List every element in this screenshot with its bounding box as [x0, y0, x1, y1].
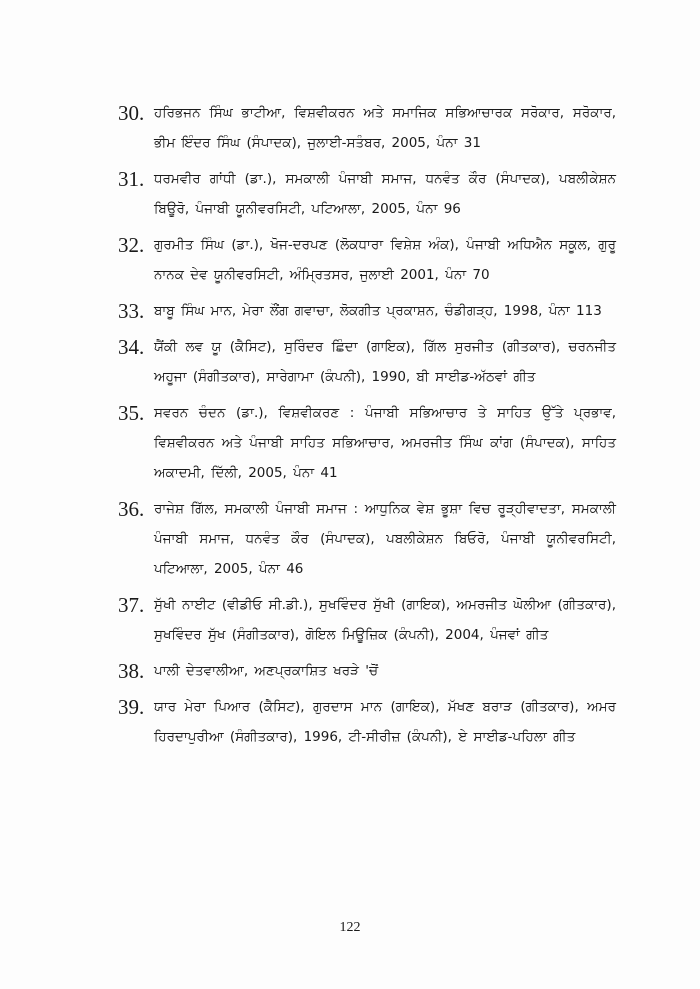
reference-item-32: [118, 230, 616, 290]
reference-text: ਰਾਜੇਸ਼ ਗਿੱਲ, ਸਮਕਾਲੀ ਪੰਜਾਬੀ ਸਮਾਜ : ਆਧੁਨਿਕ ਵੇਸ਼ ਭੂਸ਼ਾ ਵਿਚ ਰੂੜ੍ਹੀਵਾਦਤਾ, ਸਮਕਾਲੀ ਪੰਜਾਬੀ ਸਮਾਜ, ਧਨਵੰਤ ਕੌਰ (ਸੰਪਾਦਕ), ਪਬਲੀਕੇਸ਼ਨ ਬਿਓਰੋ, ਪੰਜਾਬੀ ਯੂਨੀਵਰਸਿਟੀ, ਪਟਿਆਲਾ, 2005, ਪੰਨਾ 46: [154, 501, 616, 577]
reference-text: ਹਰਿਭਜਨ ਸਿੰਘ ਭਾਟੀਆ, ਵਿਸ਼ਵੀਕਰਨ ਅਤੇ ਸਮਾਜਿਕ ਸਭਿਆਚਾਰਕ ਸਰੋਕਾਰ, ਸਰੋਕਾਰ, ਭੀਮ ਇੰਦਰ ਸਿੰਘ (ਸੰਪਾਦਕ), ਜੁਲਾਈ-ਸਤੰਬਰ, 2005, ਪੰਨਾ 31: [154, 105, 616, 151]
reference-item-39: [118, 692, 616, 752]
reference-item-37: [118, 590, 616, 650]
reference-list: [118, 98, 616, 758]
reference-number: 38.: [118, 659, 145, 683]
reference-number: 35.: [118, 401, 145, 425]
reference-item-30: [118, 98, 616, 158]
reference-item-33: [118, 296, 616, 326]
reference-number: 32.: [118, 233, 145, 257]
reference-text: ਬਾਬੂ ਸਿੰਘ ਮਾਨ, ਮੇਰਾ ਲੌਂਗ ਗਵਾਚਾ, ਲੋਕਗੀਤ ਪ੍ਰਕਾਸ਼ਨ, ਚੰਡੀਗੜ੍ਹ, 1998, ਪੰਨਾ 113: [154, 303, 602, 319]
reference-text: ਯੈਂਕੀ ਲਵ ਯੂ (ਕੈਸਿਟ), ਸੁਰਿੰਦਰ ਛਿੰਦਾ (ਗਾਇਕ), ਗਿੱਲ ਸੁਰਜੀਤ (ਗੀਤਕਾਰ), ਚਰਨਜੀਤ ਅਹੂਜਾ (ਸੰਗੀਤਕਾਰ), ਸਾਰੇਗਾਮਾ (ਕੰਪਨੀ), 1990, ਬੀ ਸਾਈਡ-ਅੱਠਵਾਂ ਗੀਤ: [154, 339, 616, 385]
reference-item-36: [118, 494, 616, 584]
reference-text: ਸੁੱਖੀ ਨਾਈਟ (ਵੀਡੀਓ ਸੀ.ਡੀ.), ਸੁਖਵਿੰਦਰ ਸੁੱਖੀ (ਗਾਇਕ), ਅਮਰਜੀਤ ਘੋਲੀਆ (ਗੀਤਕਾਰ), ਸੁਖਵਿੰਦਰ ਸੁੱਖ (ਸੰਗੀਤਕਾਰ), ਗੋਇਲ ਮਿਊਜ਼ਿਕ (ਕੰਪਨੀ), 2004, ਪੰਜਵਾਂ ਗੀਤ: [154, 597, 616, 643]
reference-item-31: [118, 164, 616, 224]
reference-number: 30.: [118, 101, 145, 125]
reference-item-34: [118, 332, 616, 392]
reference-number: 36.: [118, 497, 145, 521]
reference-item-35: [118, 398, 616, 488]
page-number: 122: [339, 920, 361, 935]
reference-text: ਪਾਲੀ ਦੇਤਵਾਲੀਆ, ਅਣਪ੍ਰਕਾਸ਼ਿਤ ਖਰੜੇ 'ਚੋਂ: [154, 663, 379, 679]
reference-number: 37.: [118, 593, 145, 617]
reference-number: 34.: [118, 335, 145, 359]
reference-text: ਧਰਮਵੀਰ ਗਾਂਧੀ (ਡਾ.), ਸਮਕਾਲੀ ਪੰਜਾਬੀ ਸਮਾਜ, ਧਨਵੰਤ ਕੌਰ (ਸੰਪਾਦਕ), ਪਬਲੀਕੇਸ਼ਨ ਬਿਊਰੋ, ਪੰਜਾਬੀ ਯੂਨੀਵਰਸਿਟੀ, ਪਟਿਆਲਾ, 2005, ਪੰਨਾ 96: [154, 171, 616, 217]
reference-number: 31.: [118, 167, 145, 191]
reference-text: ਯਾਰ ਮੇਰਾ ਪਿਆਰ (ਕੈਸਿਟ), ਗੁਰਦਾਸ ਮਾਨ (ਗਾਇਕ), ਮੱਖਣ ਬਰਾੜ (ਗੀਤਕਾਰ), ਅਮਰ ਹਿਰਦਾਪੁਰੀਆ (ਸੰਗੀਤਕਾਰ), 1996, ਟੀ-ਸੀਰੀਜ਼ (ਕੰਪਨੀ), ਏ ਸਾਈਡ-ਪਹਿਲਾ ਗੀਤ: [154, 699, 616, 745]
reference-number: 39.: [118, 695, 145, 719]
reference-text: ਸਵਰਨ ਚੰਦਨ (ਡਾ.), ਵਿਸ਼ਵੀਕਰਣ : ਪੰਜਾਬੀ ਸਭਿਆਚਾਰ ਤੇ ਸਾਹਿਤ ਉੱਤੇ ਪ੍ਰਭਾਵ, ਵਿਸ਼ਵੀਕਰਨ ਅਤੇ ਪੰਜਾਬੀ ਸਾਹਿਤ ਸਭਿਆਚਾਰ, ਅਮਰਜੀਤ ਸਿੰਘ ਕਾਂਗ (ਸੰਪਾਦਕ), ਸਾਹਿਤ ਅਕਾਦਮੀ, ਦਿੱਲੀ, 2005, ਪੰਨਾ 41: [154, 405, 616, 481]
reference-number: 33.: [118, 299, 145, 323]
reference-text: ਗੁਰਮੀਤ ਸਿੰਘ (ਡਾ.), ਖੋਜ-ਦਰਪਣ (ਲੋਕਧਾਰਾ ਵਿਸ਼ੇਸ਼ ਅੰਕ), ਪੰਜਾਬੀ ਅਧਿਐਨ ਸਕੂਲ, ਗੁਰੂ ਨਾਨਕ ਦੇਵ ਯੂਨੀਵਰਸਿਟੀ, ਅੰਮ੍ਰਿਤਸਰ, ਜੁਲਾਈ 2001, ਪੰਨਾ 70: [154, 237, 616, 283]
reference-item-38: [118, 656, 616, 686]
